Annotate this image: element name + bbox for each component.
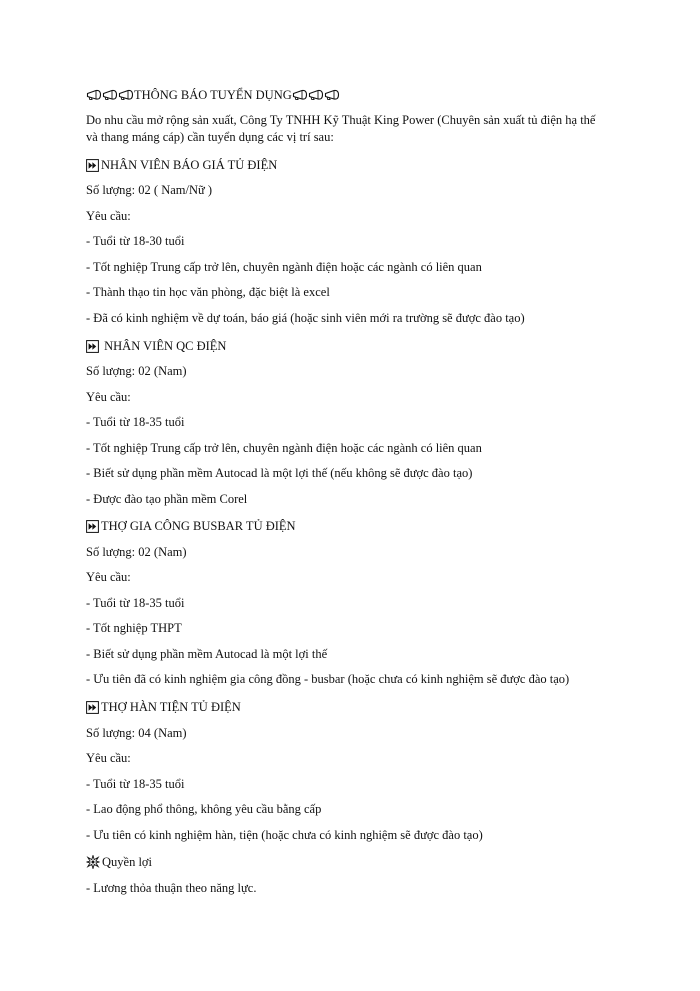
megaphone-icon — [118, 89, 134, 101]
position-title: NHÂN VIÊN BÁO GIÁ TỦ ĐIỆN — [101, 158, 278, 172]
fast-forward-icon — [86, 340, 99, 353]
requirements-label: Yêu cầu: — [86, 390, 131, 404]
intro-line-2: và thang máng cáp) cần tuyển dụng các vị trí sau: — [86, 130, 334, 144]
sparkle-icon — [86, 855, 100, 869]
requirement-item: - Tuổi từ 18-35 tuổi — [86, 415, 185, 429]
position-title: THỢ HÀN TIỆN TỦ ĐIỆN — [101, 700, 241, 714]
benefits-title: Quyền lợi — [102, 855, 153, 869]
position-heading — [86, 518, 296, 534]
requirements-label: Yêu cầu: — [86, 209, 131, 223]
megaphone-icon — [102, 89, 118, 101]
requirements-label: Yêu cầu: — [86, 751, 131, 765]
position-heading — [86, 338, 226, 354]
position-heading — [86, 157, 277, 173]
position-heading — [86, 699, 241, 715]
requirement-item: - Ưu tiên đã có kinh nghiệm gia công đồng - busbar (hoặc chưa có kinh nghiệm sẽ được đào tạo) — [86, 672, 570, 686]
benefits-heading — [86, 854, 152, 870]
requirement-item: - Được đào tạo phần mềm Corel — [86, 492, 248, 506]
requirement-item: - Tuổi từ 18-30 tuổi — [86, 234, 185, 248]
megaphone-icon — [308, 89, 324, 101]
requirement-item: - Ưu tiên có kinh nghiệm hàn, tiện (hoặc chưa có kinh nghiệm sẽ được đào tạo) — [86, 828, 483, 842]
requirement-item: - Tuổi từ 18-35 tuổi — [86, 596, 185, 610]
megaphone-icon — [324, 89, 340, 101]
requirement-item: - Đã có kinh nghiệm về dự toán, báo giá (hoặc sinh viên mới ra trường sẽ được đào tạo) — [86, 311, 525, 325]
benefit-item: - Lương thỏa thuận theo năng lực. — [86, 881, 257, 895]
title-line — [86, 87, 340, 103]
requirement-item: - Lao động phổ thông, không yêu cầu bằng cấp — [86, 802, 322, 816]
position-quantity: Số lượng: 04 (Nam) — [86, 726, 187, 740]
requirement-item: - Thành thạo tin học văn phòng, đặc biệt là excel — [86, 285, 330, 299]
page-title: THÔNG BÁO TUYỂN DỤNG — [134, 88, 292, 102]
megaphone-icon — [86, 89, 102, 101]
requirement-item: - Tốt nghiệp THPT — [86, 621, 182, 635]
requirement-item: - Biết sử dụng phần mềm Autocad là một lợi thế — [86, 647, 328, 661]
position-quantity: Số lượng: 02 (Nam) — [86, 364, 187, 378]
fast-forward-icon — [86, 520, 99, 533]
requirement-item: - Tốt nghiệp Trung cấp trở lên, chuyên ngành điện hoặc các ngành có liên quan — [86, 441, 482, 455]
requirement-item: - Tốt nghiệp Trung cấp trở lên, chuyên ngành điện hoặc các ngành có liên quan — [86, 260, 482, 274]
fast-forward-icon — [86, 159, 99, 172]
requirement-item: - Tuổi từ 18-35 tuổi — [86, 777, 185, 791]
intro-line-1: Do nhu cầu mở rộng sản xuất, Công Ty TNHH Kỹ Thuật King Power (Chuyên sản xuất tủ điện hạ thế — [86, 113, 596, 127]
requirements-label: Yêu cầu: — [86, 570, 131, 584]
position-title: NHÂN VIÊN QC ĐIỆN — [101, 339, 227, 353]
position-title: THỢ GIA CÔNG BUSBAR TỦ ĐIỆN — [101, 519, 296, 533]
position-quantity: Số lượng: 02 (Nam) — [86, 545, 187, 559]
fast-forward-icon — [86, 701, 99, 714]
megaphone-icon — [292, 89, 308, 101]
position-quantity: Số lượng: 02 ( Nam/Nữ ) — [86, 183, 213, 197]
requirement-item: - Biết sử dụng phần mềm Autocad là một lợi thế (nếu không sẽ được đào tạo) — [86, 466, 473, 480]
